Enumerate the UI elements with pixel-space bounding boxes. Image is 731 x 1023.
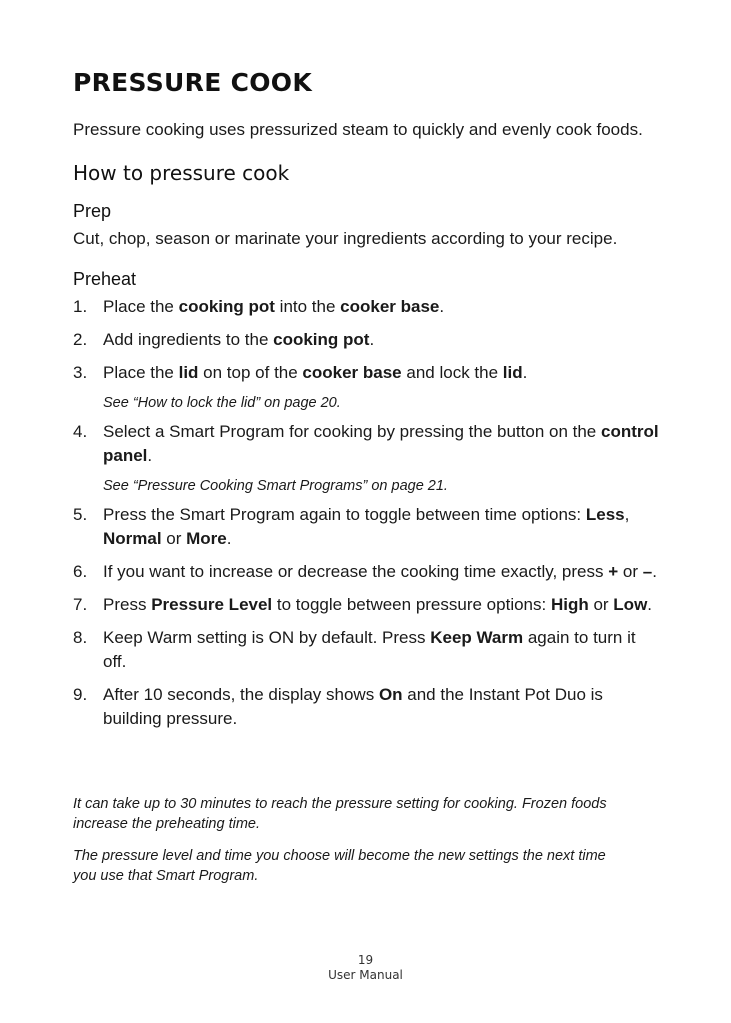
step-text [103, 363, 527, 382]
step-text-run: . [226, 529, 232, 548]
step-reference-note: See “How to lock the lid” on page 20. [103, 395, 341, 411]
keyword: Pressure Level [151, 595, 273, 614]
step-reference-note: See “Pressure Cooking Smart Programs” on page 21. [103, 478, 448, 494]
step-text-run: again to turn it off. [103, 628, 636, 671]
step-item [73, 560, 663, 584]
step-text-run: on top of the [198, 363, 303, 382]
step-item [73, 295, 663, 319]
keyword: On [378, 685, 403, 704]
footer-label: User Manual [328, 968, 403, 982]
section-heading: How to pressure cook [73, 161, 290, 185]
page-footer [0, 953, 731, 983]
keyword: Low [613, 595, 648, 614]
step-text [103, 562, 657, 581]
keyword: cooking pot [273, 330, 370, 349]
prep-heading: Prep [73, 201, 112, 221]
step-text-run: and the Instant Pot Duo is building pressure. [103, 685, 603, 728]
keyword: – [642, 562, 653, 581]
keyword: Normal [103, 529, 162, 548]
step-text-run: . [647, 595, 653, 614]
step-text [103, 297, 444, 316]
step-text-run: to toggle between pressure options: [272, 595, 551, 614]
step-text [103, 330, 374, 349]
keyword: cooking pot [178, 297, 275, 316]
keyword: High [550, 595, 589, 614]
step-number: 1. [73, 297, 88, 316]
prep-text: Cut, chop, season or marinate your ingredients according to your recipe. [73, 229, 618, 248]
step-text-run: into the [274, 297, 341, 316]
step-item [73, 593, 663, 617]
step-number: 9. [73, 685, 88, 704]
step-number: 6. [73, 562, 88, 581]
step-text [103, 628, 636, 671]
step-text [103, 595, 652, 614]
step-text-run: . [522, 363, 528, 382]
step-text-run: or [618, 562, 643, 581]
step-number: 8. [73, 628, 88, 647]
step-text-run: Select a Smart Program for cooking by pressing the button on the [103, 422, 601, 441]
step-text-run: . [147, 446, 153, 465]
step-number: 3. [73, 363, 88, 382]
step-text-run: Press [103, 595, 152, 614]
step-number: 5. [73, 505, 88, 524]
keyword: lid [502, 363, 523, 382]
keyword: cooker base [302, 363, 402, 382]
page-title: PRESSURE COOK [73, 68, 312, 97]
step-text-run: Place the [103, 297, 179, 316]
step-text-run: or [161, 529, 187, 548]
step-text-run: . [652, 562, 657, 581]
step-item [73, 683, 663, 731]
keyword: More [186, 529, 227, 548]
step-text-run: , [624, 505, 630, 524]
step-text-run: Place the [103, 363, 179, 382]
step-item [73, 503, 663, 551]
keyword: Keep Warm [430, 628, 524, 647]
step-number: 2. [73, 330, 88, 349]
step-text-run: . [439, 297, 445, 316]
intro-text: Pressure cooking uses pressurized steam to quickly and evenly cook foods. [73, 120, 643, 139]
step-text-run: Add ingredients to the [103, 330, 274, 349]
step-item [73, 420, 663, 496]
step-text-run: and lock the [401, 363, 503, 382]
step-text-run: Press the Smart Program again to toggle between time options: [103, 505, 586, 524]
keyword: control panel [103, 422, 659, 465]
step-text [103, 685, 603, 728]
step-item [73, 328, 663, 352]
keyword: + [608, 562, 619, 581]
step-text-run: . [369, 330, 375, 349]
step-text-run: If you want to increase or decrease the cooking time exactly, press [103, 562, 609, 581]
step-number: 4. [73, 422, 88, 441]
step-text-run: After 10 seconds, the display shows [103, 685, 379, 704]
footnote-preheat-time: It can take up to 30 minutes to reach the pressure setting for cooking. Frozen foods increase the preheating time. [73, 796, 607, 832]
keyword: Less [585, 505, 625, 524]
step-text [103, 422, 659, 465]
preheat-steps-list [73, 295, 663, 740]
step-text-run: Keep Warm setting is ON by default. Press [103, 628, 431, 647]
preheat-heading: Preheat [73, 269, 137, 289]
step-number: 7. [73, 595, 88, 614]
keyword: cooker base [340, 297, 440, 316]
step-item [73, 361, 663, 413]
step-item [73, 626, 663, 674]
keyword: lid [178, 363, 199, 382]
footnote-settings: The pressure level and time you choose will become the new settings the next time you use that Smart Program. [73, 848, 606, 884]
step-text [103, 505, 629, 548]
step-text-run: or [588, 595, 614, 614]
page-number: 19 [357, 953, 374, 967]
